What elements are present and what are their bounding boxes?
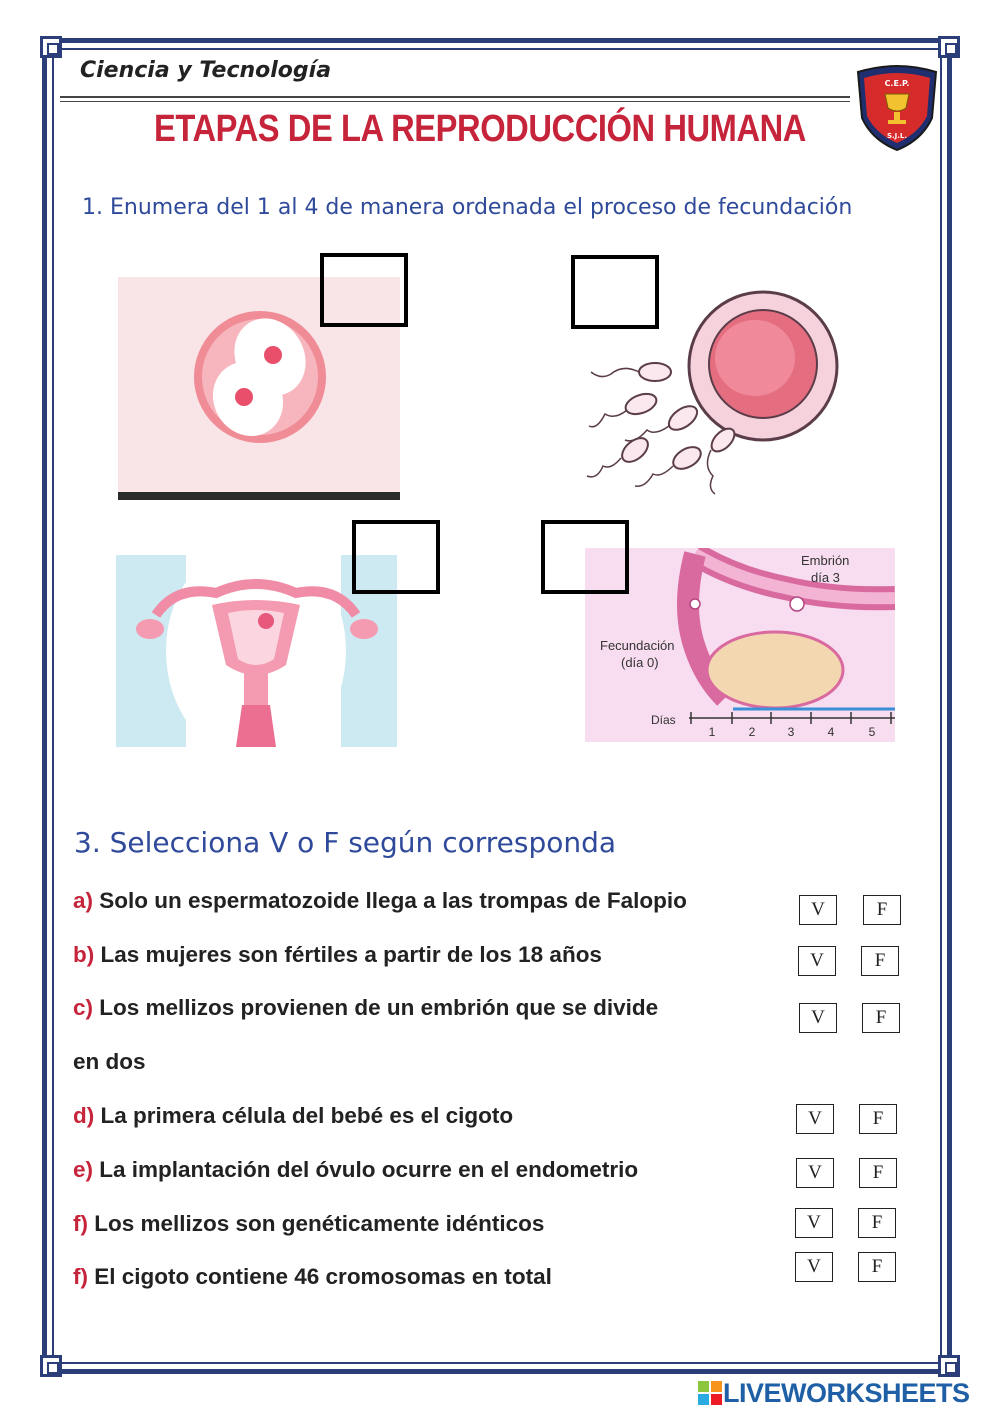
border-corner-ornament [938,1355,960,1377]
true-option-box[interactable]: V [799,895,837,925]
border-corner-ornament [40,1355,62,1377]
order-answer-box[interactable] [571,255,659,329]
liveworksheets-wordmark: LIVEWORKSHEETS [723,1377,970,1408]
liveworksheets-logo [697,1378,970,1408]
false-option-box[interactable]: F [861,946,899,976]
liveworksheets-icon [697,1380,723,1406]
true-option-box[interactable]: V [795,1208,833,1238]
false-option-box[interactable]: F [858,1208,896,1238]
true-option-box[interactable]: V [796,1104,834,1134]
svg-text:2: 2 [748,725,756,739]
school-crest-logo [852,62,942,152]
svg-text:5: 5 [868,725,876,739]
false-option-box[interactable]: F [863,895,901,925]
svg-text:(día 0): (día 0) [621,655,659,670]
header-divider [60,96,850,98]
svg-text:día 3: día 3 [811,570,840,585]
statement-c-continuation: en dos [73,1049,146,1074]
false-option-box[interactable]: F [859,1104,897,1134]
statement-b: b) Las mujeres son fértiles a partir de los 18 años [73,942,602,967]
svg-text:Días: Días [651,713,676,727]
false-option-box[interactable]: F [862,1003,900,1033]
svg-text:Fecundación: Fecundación [600,638,675,653]
order-answer-box[interactable] [541,520,629,594]
svg-text:S.J.L.: S.J.L. [886,132,908,140]
svg-text:1: 1 [708,725,716,739]
order-answer-box[interactable] [352,520,440,594]
statement-f2: f) El cigoto contiene 46 cromosomas en total [73,1264,552,1289]
true-option-box[interactable]: V [796,1158,834,1188]
border-corner-ornament [40,36,62,58]
header-divider [60,101,850,102]
statement-d: d) La primera célula del bebé es el cigoto [73,1103,514,1128]
false-option-box[interactable]: F [859,1158,897,1188]
svg-text:4: 4 [827,725,835,739]
svg-text:3: 3 [787,725,795,739]
svg-text:C.E.P.: C.E.P. [884,79,910,88]
true-option-box[interactable]: V [798,946,836,976]
order-answer-box[interactable] [320,253,408,327]
question-1-prompt: 1. Enumera del 1 al 4 de manera ordenada el proceso de fecundación [82,195,853,220]
statement-e: e) La implantación del óvulo ocurre en el endometrio [73,1157,639,1182]
svg-text:Embrión: Embrión [801,553,850,568]
statement-c: c) Los mellizos provienen de un embrión que se divide [73,995,659,1020]
question-3-prompt: 3. Selecciona V o F según corresponda [74,826,617,859]
false-option-box[interactable]: F [858,1252,896,1282]
border-corner-ornament [938,36,960,58]
true-option-box[interactable]: V [799,1003,837,1033]
true-option-box[interactable]: V [795,1252,833,1282]
statement-f: f) Los mellizos son genéticamente idénticos [73,1211,545,1236]
subject-label: Ciencia y Tecnología [80,58,332,83]
page-title: ETAPAS DE LA REPRODUCCIÓN HUMANA [154,108,806,150]
statement-a: a) Solo un espermatozoide llega a las trompas de Falopio [73,888,687,913]
fallopian-tube-image [585,548,895,742]
